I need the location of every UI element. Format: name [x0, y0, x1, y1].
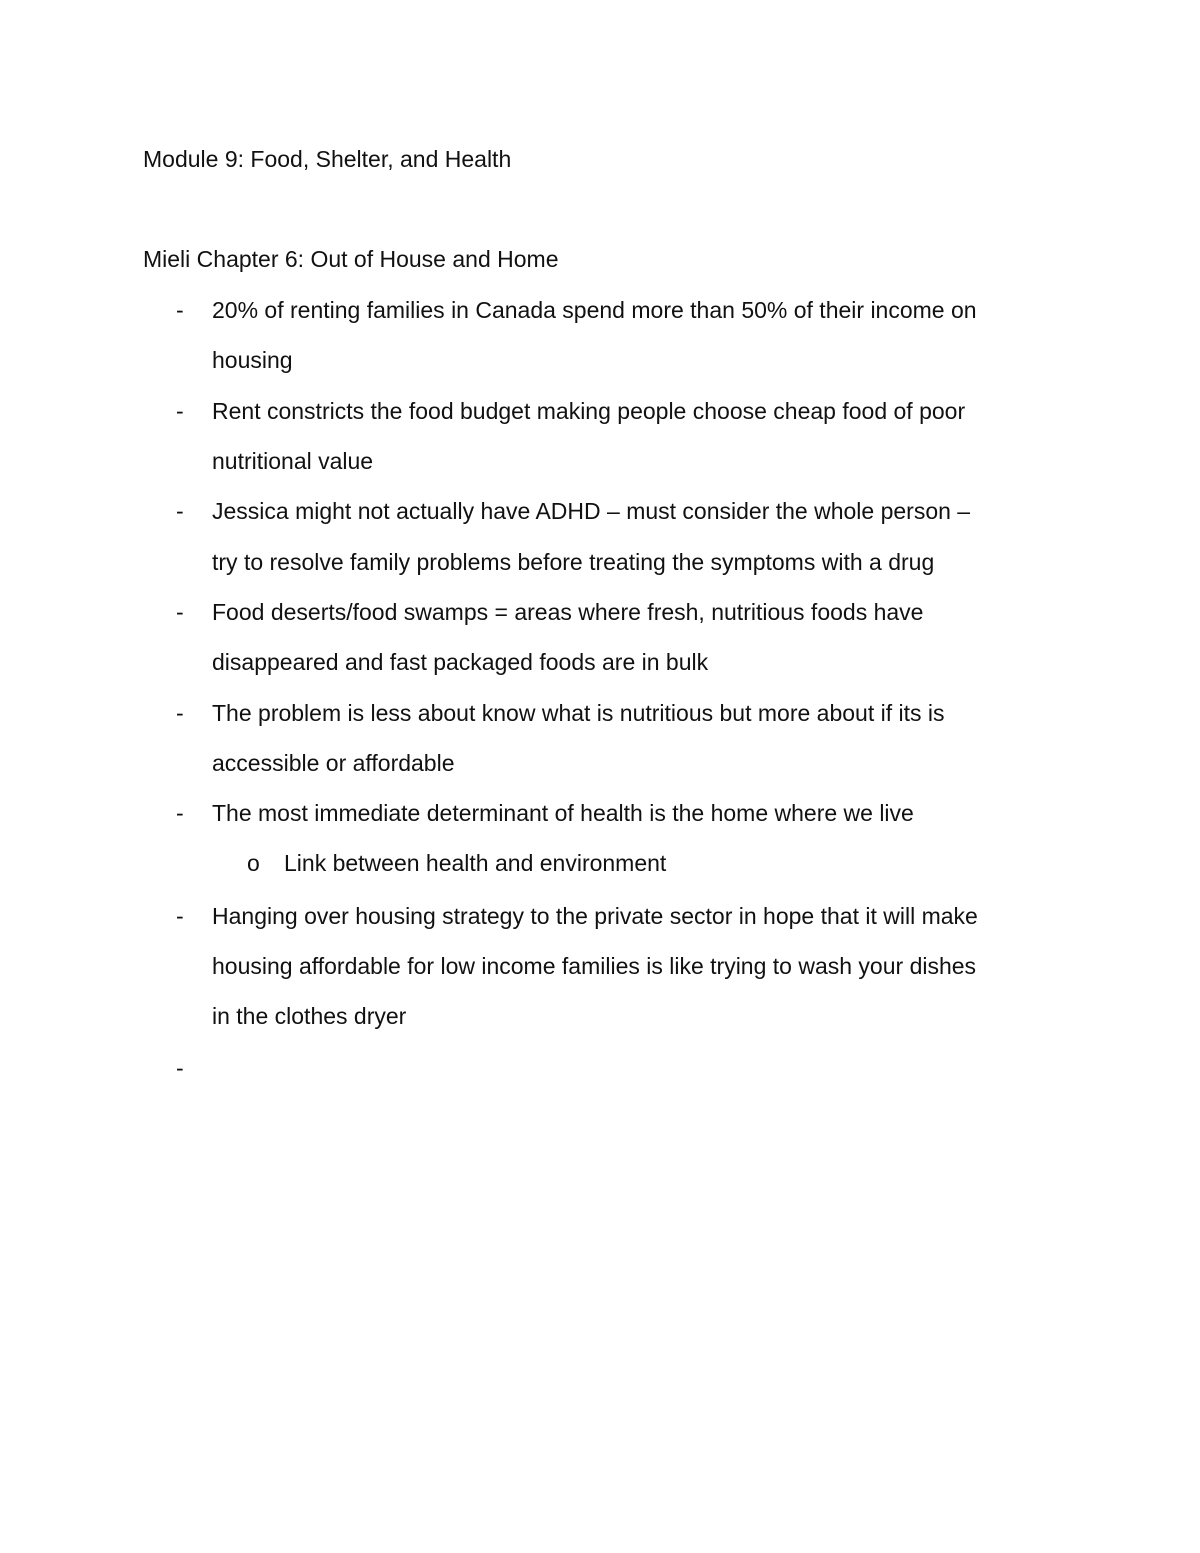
bullet-line: Food deserts/food swamps = areas where fresh, nutritious foods have [212, 599, 924, 625]
bullet-dash: - [176, 800, 184, 826]
bullet-line: housing affordable for low income families is like trying to wash your dishes [212, 953, 977, 979]
page-title: Module 9: Food, Shelter, and Health [143, 146, 512, 172]
bullet-line: disappeared and fast packaged foods are in bulk [212, 649, 709, 675]
bullet-dash: - [176, 700, 184, 726]
chapter-heading: Mieli Chapter 6: Out of House and Home [143, 246, 559, 272]
bullet-dash: - [176, 1055, 184, 1081]
bullet-line: The problem is less about know what is nutritious but more about if its is [212, 700, 945, 726]
bullet-line: Jessica might not actually have ADHD – must consider the whole person – [212, 498, 971, 524]
bullet-line: Rent constricts the food budget making people choose cheap food of poor [212, 398, 966, 424]
bullet-dash: - [176, 903, 184, 929]
bullet-dash: - [176, 297, 184, 323]
bullet-line: try to resolve family problems before treating the symptoms with a drug [212, 549, 935, 575]
bullet-dash: - [176, 599, 184, 625]
bullet-dash: - [176, 498, 184, 524]
bullet-dash: - [176, 398, 184, 424]
sub-bullet-marker: o [247, 850, 260, 876]
bullet-line: The most immediate determinant of health is the home where we live [212, 800, 914, 826]
sub-bullet-line: Link between health and environment [284, 850, 667, 876]
bullet-line: housing [212, 347, 293, 373]
bullet-line: 20% of renting families in Canada spend more than 50% of their income on [212, 297, 977, 323]
bullet-line: in the clothes dryer [212, 1003, 407, 1029]
bullet-line: nutritional value [212, 448, 374, 474]
bullet-line: accessible or affordable [212, 750, 455, 776]
bullet-line: Hanging over housing strategy to the private sector in hope that it will make [212, 903, 978, 929]
